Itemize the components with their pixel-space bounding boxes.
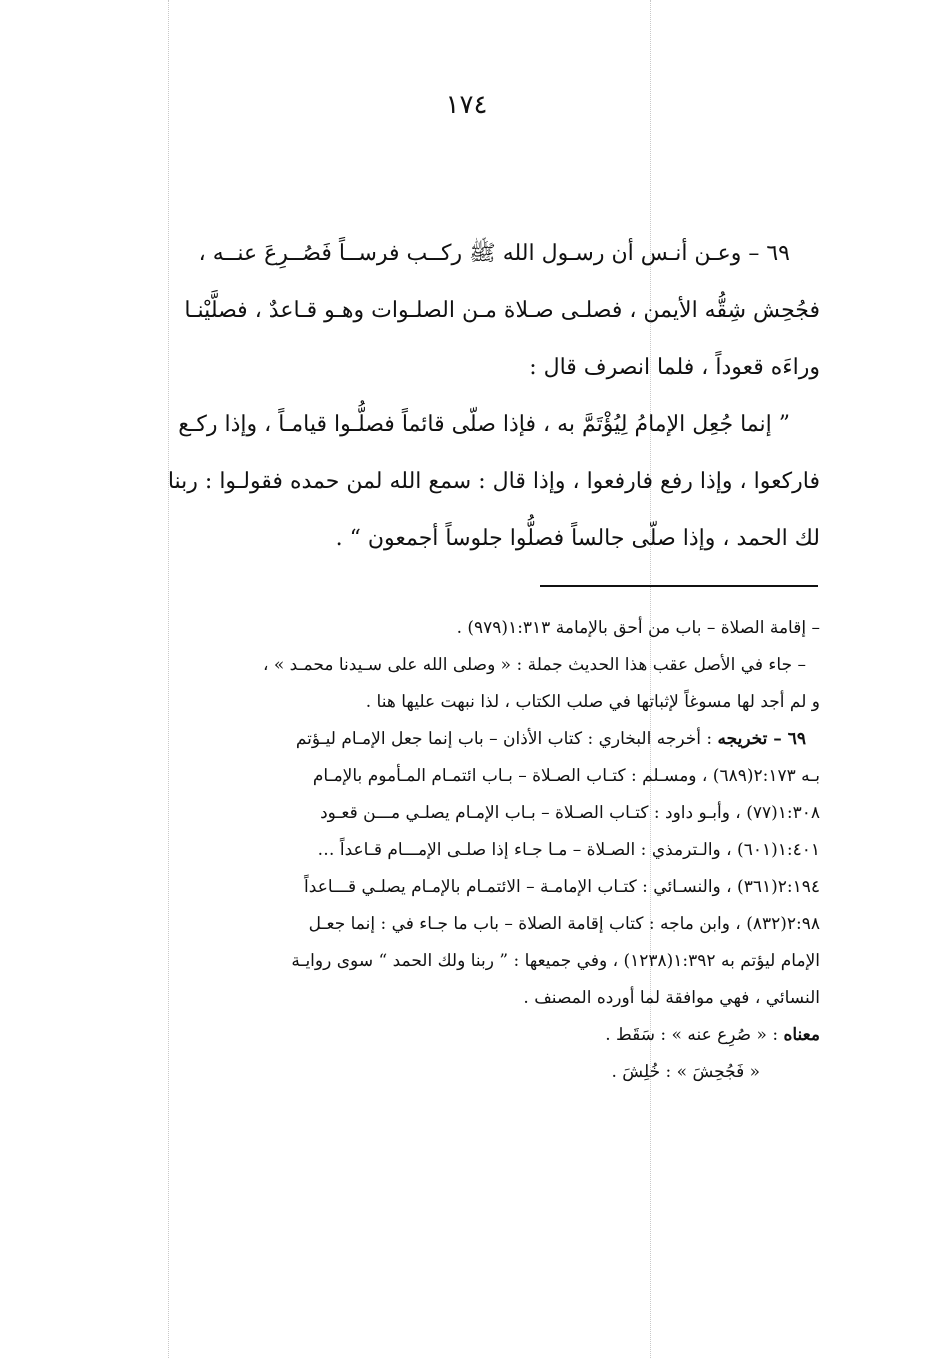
footnote-line: ١:٤٠١(٦٠١) ، والـترمذي : الصـلاة – مـا جـاء إذا صلـى الإمـــام قـاعداً …	[317, 840, 820, 860]
hadith-text	[100, 225, 820, 567]
footnote-text: : أخرجه البخاري : كتاب الأذان – باب إنما جعل الإمـام ليـؤتم	[295, 729, 713, 749]
page-number: ١٧٤	[445, 90, 488, 120]
footnote-line: الإمام ليؤتم به ١:٣٩٢(١٢٣٨) ، وفي جميعها : ” ربنا ولك الحمد “ سوى روايـة	[291, 951, 820, 971]
footnote-line	[100, 721, 820, 758]
meaning-label: معناه	[783, 1025, 820, 1045]
hadith-line: فجُحِش شِقُّه الأيمن ، فصلـى صـلاة مـن الصلـوات وهـو قـاعدٌ ، فصلَّيْنـا	[184, 298, 820, 323]
footnote-line: و لم أجد لها مسوغاً لإثباتها في صلب الكتاب ، لذا نبهت عليها هنا .	[365, 692, 820, 712]
footnote-line: ٢:٩٨(٨٣٢) ، وابن ماجه : كتاب إقامة الصلاة – باب ما جـاء في : إنما جعـل	[308, 914, 820, 934]
footnote-line: النسائي ، فهي موافقة لما أورده المصنف .	[523, 988, 820, 1008]
footnote-separator	[540, 585, 818, 587]
footnote-line: بـه ٢:١٧٣(٦٨٩) ، ومسـلم : كتـاب الصـلاة – بـاب ائتمـام المـأموم بالإمـام	[312, 766, 820, 786]
meaning-text: : « صُرِع عنه » : سَقَط .	[605, 1025, 779, 1045]
hadith-line: وراءَه قعوداً ، فلما انصرف قال :	[529, 355, 820, 380]
meaning-line	[100, 1017, 820, 1054]
hadith-line: لك الحمد ، وإذا صلّى جالساً فصلُّوا جلوساً أجمعون “ .	[335, 526, 820, 551]
footnote-line: – جاء في الأصل عقب هذا الحديث جملة : « وصلى الله على سـيدنا محمـد » ،	[262, 655, 806, 675]
takhrij-label: ٦٩ – تخريجه	[717, 729, 806, 749]
footnotes	[100, 610, 820, 1091]
meaning-line: « فَجُحِشَ » : خُلِشَ .	[611, 1062, 760, 1082]
hadith-line: ” إنما جُعِل الإمامُ لِيُؤْتَمَّ به ، فإذا صلّى قائماً فصلُّـوا قيامـاً ، وإذا ركـع	[178, 412, 790, 437]
hadith-line: فاركعوا ، وإذا رفع فارفعوا ، وإذا قال : سمع الله لمن حمده فقولـوا : ربنا	[167, 469, 820, 494]
hadith-line: ٦٩ – وعـن أنـس أن رسـول الله ﷺ ركــب فرســاً فَصُــرِعَ عنــه ،	[198, 241, 790, 266]
footnote-line: – إقامة الصلاة – باب من أحق بالإمامة ١:٣١٣(٩٧٩) .	[456, 618, 820, 638]
footnote-line: ١:٣٠٨(٧٧) ، وأبـو داود : كتـاب الصـلاة – بـاب الإمـام يصلـي مـــن قعـود	[320, 803, 820, 823]
footnote-line: ٢:١٩٤(٣٦١) ، والنسـائي : كتـاب الإمامـة – الائتمـام بالإمـام يصلـي قـــاعداً	[304, 877, 820, 897]
